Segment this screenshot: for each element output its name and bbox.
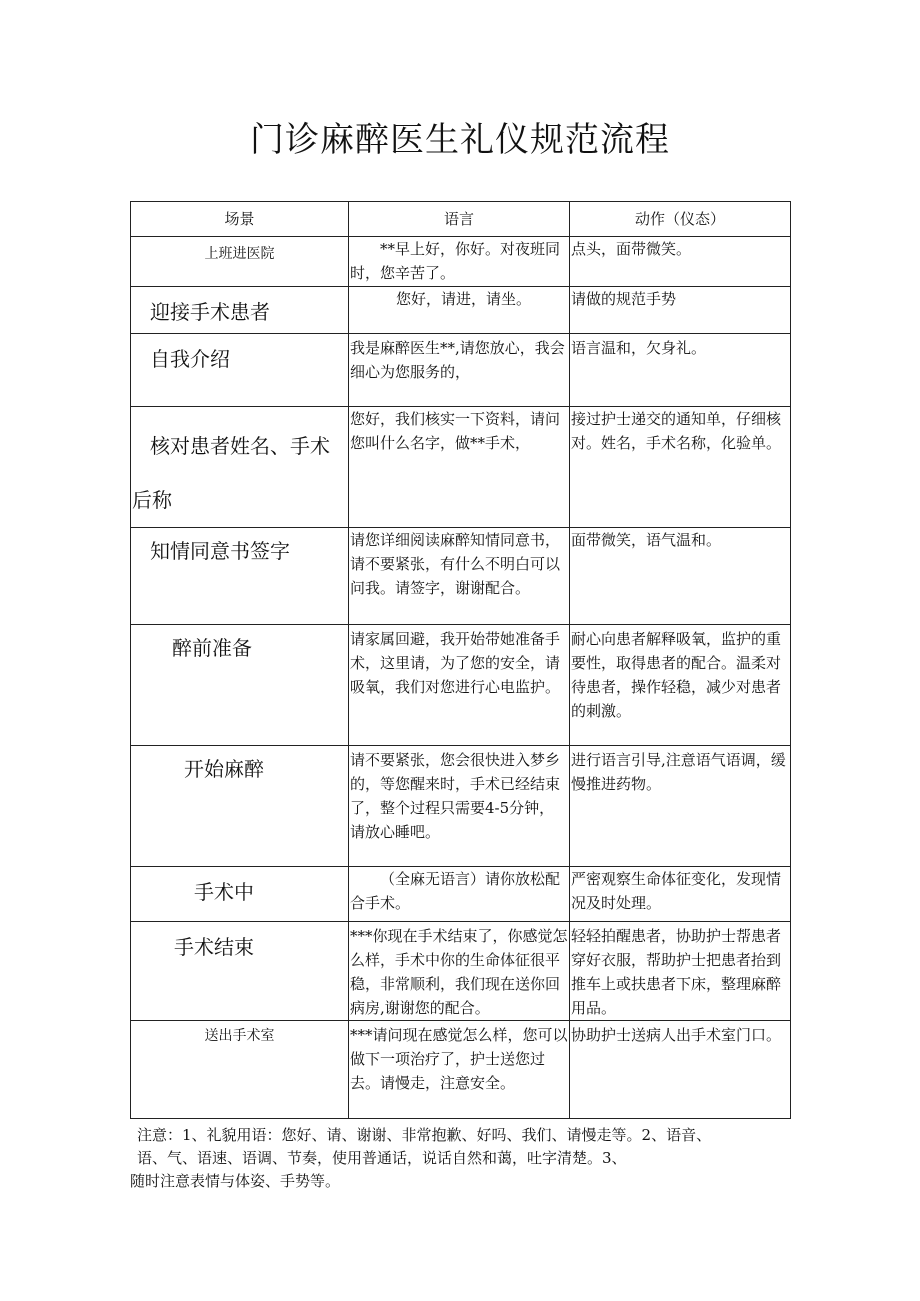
action-text: 点头，面带微笑。 — [570, 240, 691, 258]
scene-label: 自我介绍 — [150, 347, 230, 371]
speech-text: **早上好，你好。对夜班同时，您辛苦了。 — [349, 240, 560, 282]
scene-label: 送出手术室 — [204, 1028, 275, 1044]
speech-cell — [348, 287, 569, 334]
scene-cell — [131, 1021, 349, 1119]
scene-cell — [131, 867, 349, 922]
action-cell — [569, 625, 790, 746]
speech-cell — [348, 407, 569, 528]
action-text: 请做的规范手势 — [570, 290, 676, 308]
speech-cell — [348, 625, 569, 746]
scene-cell — [131, 407, 349, 528]
action-cell — [569, 746, 790, 867]
table-row — [131, 867, 791, 922]
speech-cell — [348, 237, 569, 287]
speech-text: 您好，我们核实一下资料，请问您叫什么名字，做**手术， — [349, 410, 560, 452]
scene-label: 醉前准备 — [172, 636, 252, 660]
scene-cell — [131, 746, 349, 867]
speech-cell — [348, 922, 569, 1021]
action-text: 进行语言引导,注意语气语调，缓慢推进药物。 — [570, 751, 786, 793]
action-cell — [569, 287, 790, 334]
action-cell — [569, 334, 790, 407]
speech-text: ***请问现在感觉怎么样，您可以做下一项治疗了，护士送您过去。请慢走，注意安全。 — [349, 1026, 568, 1092]
scene-cell — [131, 625, 349, 746]
action-cell — [569, 922, 790, 1021]
scene-cell — [131, 237, 349, 287]
table-row — [131, 1021, 791, 1119]
action-text: 耐心向患者解释吸氧，监护的重要性，取得患者的配合。温柔对待患者，操作轻稳，减少对患者的刺激。 — [570, 630, 781, 720]
speech-text: ***你现在手术结束了，你感觉怎么样，手术中你的生命体征很平稳，非常顺利，我们现在送你回病房,谢谢您的配合。 — [349, 927, 568, 1017]
scene-label: 开始麻醉 — [184, 757, 264, 781]
table-row — [131, 334, 791, 407]
scene-label: 手术结束 — [174, 935, 254, 959]
note-line: 语、气、语速、语调、节奏，使用普通话，说话自然和蔼，吐字清楚。3、 — [137, 1149, 627, 1167]
etiquette-table — [130, 201, 791, 1119]
speech-cell — [348, 746, 569, 867]
scene-label: 核对患者姓名、手术后称 — [132, 434, 330, 512]
action-cell — [569, 528, 790, 625]
table-row — [131, 746, 791, 867]
speech-text: （全麻无语言）请你放松配合手术。 — [349, 870, 560, 912]
action-text: 接过护士递交的通知单，仔细核对。姓名，手术名称，化验单。 — [570, 410, 781, 452]
action-cell — [569, 237, 790, 287]
scene-cell — [131, 334, 349, 407]
note-block — [130, 1124, 790, 1193]
page-title: 门诊麻醉医生礼仪规范流程 — [250, 120, 670, 160]
speech-text: 您好，请进，请坐。 — [395, 290, 531, 308]
scene-label: 手术中 — [194, 880, 254, 904]
action-text: 严密观察生命体征变化，发现情况及时处理。 — [570, 870, 781, 912]
speech-cell — [348, 1021, 569, 1119]
header-scene: 场景 — [131, 202, 349, 237]
scene-label: 上班进医院 — [204, 246, 275, 262]
action-cell — [569, 407, 790, 528]
header-action: 动作（仪态） — [569, 202, 790, 237]
scene-label: 知情同意书签字 — [150, 539, 290, 563]
action-text: 语言温和，欠身礼。 — [570, 339, 706, 357]
table-row — [131, 407, 791, 528]
speech-text: 请家属回避，我开始带她准备手术，这里请，为了您的安全，请吸氧，我们对您进行心电监护。 — [349, 630, 560, 696]
note-line: 随时注意表情与体姿、手势等。 — [130, 1172, 341, 1190]
header-speech: 语言 — [348, 202, 569, 237]
table-row — [131, 625, 791, 746]
table-row — [131, 287, 791, 334]
action-cell — [569, 1021, 790, 1119]
table-header-row — [131, 202, 791, 237]
action-text: 轻轻拍醒患者，协助护士帮患者穿好衣服，帮助护士把患者抬到推车上或扶患者下床，整理麻醉用品。 — [570, 927, 781, 1017]
table-row — [131, 528, 791, 625]
table-row — [131, 237, 791, 287]
speech-text: 我是麻醉医生**,请您放心，我会细心为您服务的， — [349, 339, 565, 381]
action-cell — [569, 867, 790, 922]
scene-cell — [131, 922, 349, 1021]
action-text: 面带微笑，语气温和。 — [570, 531, 721, 549]
speech-cell — [348, 334, 569, 407]
speech-cell — [348, 528, 569, 625]
speech-text: 请您详细阅读麻醉知情同意书，请不要紧张，有什么不明白可以问我。请签字，谢谢配合。 — [349, 531, 560, 597]
speech-text: 请不要紧张，您会很快进入梦乡的，等您醒来时，手术已经结束了，整个过程只需要4-5分钟，请放心睡吧。 — [349, 751, 560, 841]
scene-cell — [131, 287, 349, 334]
table-row — [131, 922, 791, 1021]
speech-cell — [348, 867, 569, 922]
action-text: 协助护士送病人出手术室门口。 — [570, 1026, 781, 1044]
scene-label: 迎接手术患者 — [150, 300, 270, 324]
scene-cell — [131, 528, 349, 625]
note-line: 注意：1、礼貌用语：您好、请、谢谢、非常抱歉、好吗、我们、请慢走等。2、语音、 — [137, 1126, 712, 1144]
